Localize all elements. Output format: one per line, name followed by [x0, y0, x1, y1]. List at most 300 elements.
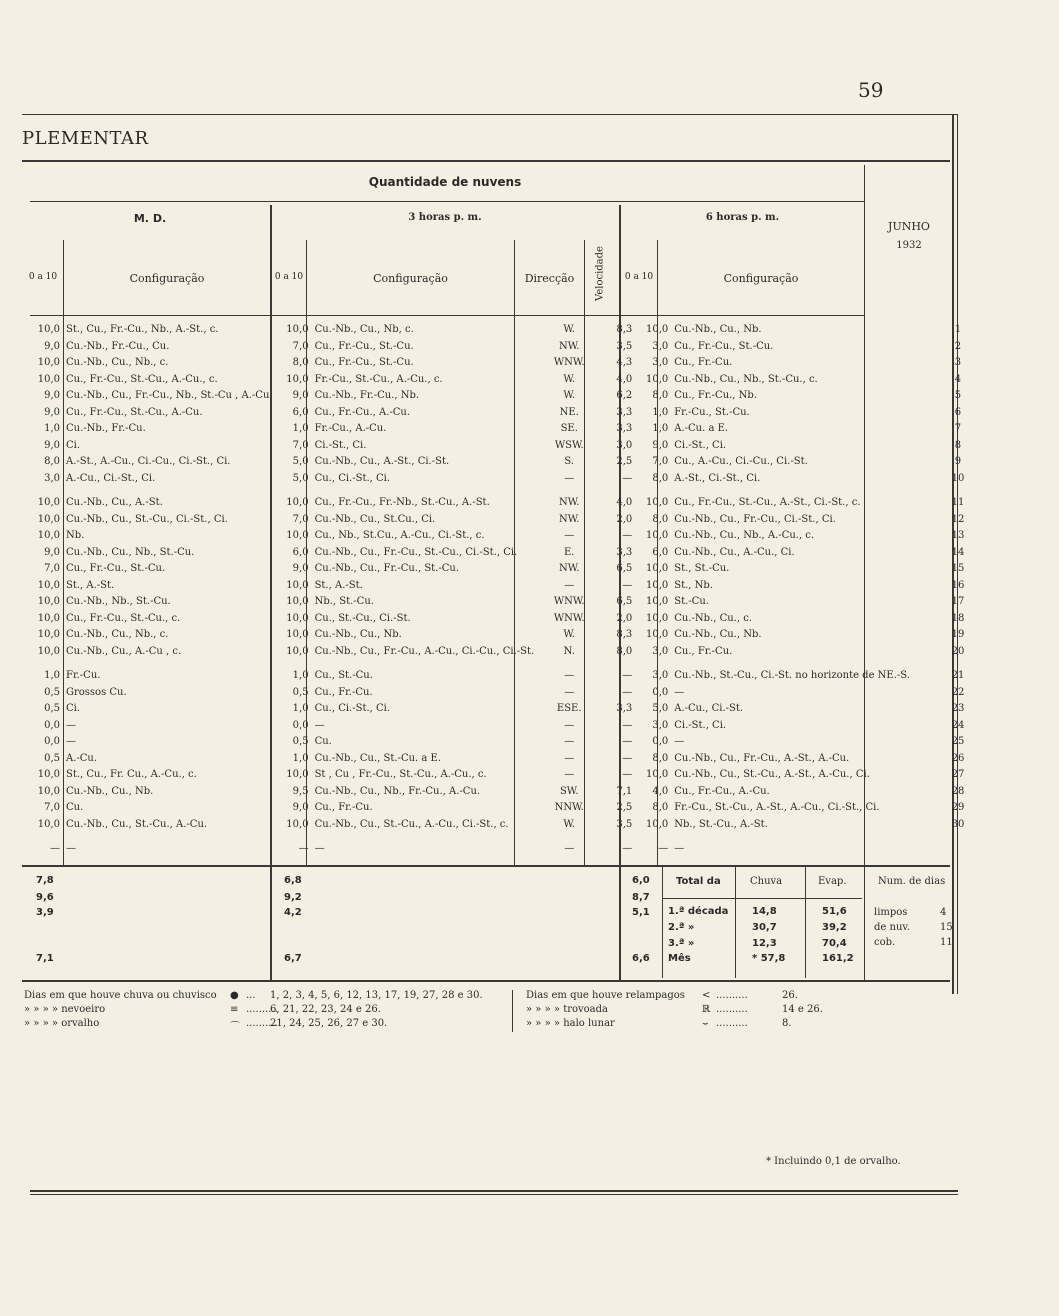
- table-row: [24, 421, 1003, 438]
- table-cell: Cu.-Nb., Cu., Nb., St.-Cu.: [66, 546, 195, 558]
- table-cell: 10: [951, 472, 965, 484]
- header-scale-3h: 0 a 10: [274, 272, 304, 282]
- table-cell: Cu.-Nb., Cu., Nb.: [314, 629, 402, 640]
- table-cell: 28: [951, 785, 965, 797]
- table-cell: Cu.-Nb., Fr.-Cu.: [66, 423, 146, 434]
- footer-dots: ..........: [716, 1018, 748, 1029]
- table-cell: W.: [563, 324, 576, 335]
- table-cell: Cu.-Nb., Cu., St.-Cu., A.-Cu.: [66, 818, 208, 830]
- table-cell: WNW.: [553, 612, 585, 624]
- decade-chuva: * 57,8: [752, 953, 786, 964]
- table-cell: 8,0: [652, 390, 669, 401]
- table-cell: 7: [954, 423, 962, 434]
- table-cell: 9,0: [44, 340, 60, 352]
- table-cell: —: [622, 843, 633, 854]
- cloud-table: [24, 322, 1003, 858]
- table-cell: 0,0: [652, 736, 669, 747]
- table-cell: NE.: [559, 406, 579, 418]
- footnote: * Incluindo 0,1 de orvalho.: [766, 1156, 901, 1167]
- table-row: [24, 701, 1003, 718]
- table-cell: WSW.: [554, 439, 584, 451]
- table-cell: St., A.-St.: [66, 579, 115, 591]
- table-cell: Cu., Fr.-Cu.: [674, 645, 733, 657]
- page-number: 59: [858, 78, 884, 102]
- table-cell: 15: [951, 563, 965, 574]
- table-cell: W.: [563, 629, 576, 640]
- table-cell: WNW.: [553, 357, 585, 368]
- table-cell: Cu., A.-Cu., Ci.-Cu., Ci.-St.: [674, 456, 808, 467]
- section-title: PLEMENTAR: [22, 128, 149, 149]
- table-cell: 8,3: [616, 324, 633, 335]
- table-cell: —: [622, 769, 633, 780]
- table-row: [24, 841, 1003, 858]
- table-cell: 7,0: [652, 456, 669, 467]
- table-cell: 1: [954, 324, 962, 335]
- weather-symbol-icon: ≡: [230, 1004, 239, 1015]
- table-cell: W.: [563, 390, 576, 401]
- footer-days: 6, 21, 22, 23, 24 e 26.: [270, 1004, 381, 1015]
- table-cell: 2,5: [616, 456, 633, 467]
- table-cell: 8,3: [616, 629, 633, 640]
- table-cell: 7,0: [44, 802, 60, 813]
- dias-label: de nuv.: [874, 922, 911, 933]
- table-cell: W.: [563, 818, 576, 830]
- table-cell: 10,0: [37, 513, 60, 525]
- table-row: [24, 528, 1003, 545]
- table-row: [24, 627, 1003, 644]
- table-cell: Cu.-Nb., Cu., St.Cu., Ci.: [314, 513, 436, 525]
- table-cell: Cu., Fr.-Cu., A.-Cu.: [314, 406, 411, 418]
- table-cell: 1,0: [292, 670, 309, 681]
- table-cell: 10,0: [645, 324, 669, 335]
- table-cell: St., Cu., Fr.-Cu., Nb., A.-St., c.: [66, 324, 219, 335]
- table-cell: —: [564, 530, 575, 541]
- table-cell: Cu.-Nb., St.-Cu., Ci.-St. no horizonte de NE.-S.: [674, 670, 910, 681]
- table-cell: 10,0: [645, 579, 669, 591]
- table-cell: 2: [954, 340, 962, 352]
- table-cell: 3,0: [616, 439, 633, 451]
- table-cell: Cu.-Nb., Cu., Nb, c.: [314, 324, 414, 335]
- table-cell: 1,0: [292, 752, 309, 764]
- table-cell: —: [674, 686, 685, 698]
- table-cell: Cu., Fr.-Cu.: [314, 686, 373, 698]
- table-cell: —: [674, 736, 685, 747]
- table-cell: Cu., St.-Cu., Ci.-St.: [314, 612, 411, 624]
- table-cell: 3,3: [616, 703, 633, 714]
- table-cell: 6,5: [616, 596, 633, 607]
- table-cell: 6: [954, 406, 962, 418]
- table-cell: 4: [954, 373, 962, 385]
- footer-label: » » » » orvalho: [24, 1018, 100, 1029]
- table-cell: 19: [951, 629, 965, 640]
- table-cell: —: [564, 670, 575, 681]
- table-cell: Cu., Nb., St.Cu., A.-Cu., Ci.-St., c.: [314, 530, 485, 541]
- table-cell: 5: [954, 390, 962, 401]
- table-cell: 6,5: [616, 563, 633, 574]
- table-cell: —: [622, 472, 633, 484]
- table-cell: 10,0: [645, 818, 669, 830]
- summary-md-value: 7,8: [36, 875, 54, 886]
- table-cell: A.-St., A.-Cu., Ci.-Cu., Ci.-St., Ci.: [66, 456, 231, 467]
- decade-label: 1.ª década: [668, 906, 729, 917]
- header-config-3h: Configuração: [373, 272, 448, 285]
- table-cell: 7,0: [292, 340, 309, 352]
- table-cell: Cu., Fr.-Cu., St.-Cu., c.: [66, 612, 181, 624]
- table-cell: Cu.-Nb., Cu., A.-St.: [66, 497, 163, 508]
- table-cell: Cu.-Nb., Cu., St.-Cu., A.-St., A.-Cu., Ci.: [674, 769, 870, 780]
- table-cell: —: [564, 736, 575, 747]
- table-row: [24, 454, 1003, 471]
- table-cell: Fr.-Cu., A.-Cu.: [314, 423, 387, 434]
- table-cell: 7,0: [44, 563, 60, 574]
- table-cell: Cu.-Nb., Cu., St.-Cu. a E.: [314, 752, 442, 764]
- table-cell: Cu.-Nb., Cu., Fr.-Cu., A.-Cu., Ci.-Cu., Ci.-St.: [314, 645, 535, 657]
- table-cell: 11: [951, 497, 965, 508]
- footer-dots: ...: [246, 990, 256, 1001]
- table-cell: 10,0: [37, 818, 60, 830]
- table-cell: 4,0: [616, 497, 633, 508]
- dias-value: 4: [940, 907, 947, 918]
- table-cell: 9,0: [292, 802, 309, 813]
- table-cell: 10,0: [37, 357, 60, 368]
- table-row: [24, 784, 1003, 801]
- table-cell: 0,0: [652, 686, 669, 698]
- table-cell: 10,0: [37, 596, 60, 607]
- table-cell: Cu.-Nb., Cu., c.: [674, 612, 752, 624]
- table-cell: 27: [951, 769, 965, 780]
- table-cell: St., Nb.: [674, 579, 713, 591]
- table-cell: Grossos Cu.: [66, 686, 127, 698]
- table-cell: Nb.: [66, 530, 85, 541]
- table-cell: Cu.: [66, 802, 84, 813]
- table-cell: Cu.-Nb., Cu., A.-Cu , c.: [66, 645, 182, 657]
- footer-dots: ..........: [246, 1004, 278, 1015]
- table-cell: Cu., Fr.-Cu., St.-Cu.: [314, 340, 414, 352]
- header-month: JUNHO: [888, 220, 930, 233]
- summary-3h-value: 9,2: [284, 892, 302, 903]
- table-cell: A.-Cu., Ci.-St.: [674, 703, 744, 714]
- footer-label: » » » » nevoeiro: [24, 1004, 106, 1015]
- table-cell: Cu., Fr.-Cu., Nb.: [674, 390, 757, 401]
- table-cell: —: [564, 686, 575, 698]
- table-cell: 10,0: [286, 373, 309, 385]
- table-row: [24, 751, 1003, 768]
- footer-dots: ..........: [716, 990, 748, 1001]
- table-cell: 25: [951, 736, 965, 747]
- num-dias-label: Num. de dias: [878, 876, 946, 887]
- table-cell: 3,0: [652, 645, 669, 657]
- table-cell: 21: [951, 670, 965, 681]
- table-cell: 23: [951, 703, 965, 714]
- footer-dots: ..........: [716, 1004, 748, 1015]
- table-cell: 0,5: [292, 686, 309, 698]
- table-cell: E.: [563, 546, 575, 558]
- weather-symbol-icon: ●: [230, 990, 239, 1001]
- table-cell: N.: [563, 645, 575, 657]
- table-cell: Cu.-Nb., Cu., Nb., c.: [66, 357, 169, 368]
- dias-label: limpos: [874, 907, 908, 918]
- table-cell: 3,5: [616, 340, 633, 352]
- table-cell: St., A.-St.: [314, 579, 363, 591]
- table-cell: Cu., St.-Cu.: [314, 670, 373, 681]
- dias-value: 11: [940, 937, 953, 948]
- table-cell: 0,0: [44, 719, 60, 731]
- table-cell: Cu., Fr.-Cu., St.-Cu.: [674, 340, 774, 352]
- header-scale-md: 0 a 10: [28, 272, 58, 282]
- table-cell: 9,0: [44, 439, 60, 451]
- table-row: [24, 578, 1003, 595]
- footer-days: 26.: [782, 990, 798, 1001]
- table-cell: 5,0: [292, 456, 309, 467]
- table-cell: 5,0: [292, 472, 309, 484]
- table-cell: Cu., Fr.-Cu., St.-Cu., A.-St., Ci.-St., c.: [674, 497, 861, 508]
- footer-days: 21, 24, 25, 26, 27 e 30.: [270, 1018, 388, 1029]
- weather-symbol-icon: ⌣: [702, 1018, 709, 1029]
- table-cell: Cu.-Nb., Cu., A.-Cu., Ci.: [674, 546, 795, 558]
- table-cell: —: [622, 579, 633, 591]
- summary-rule: [662, 898, 862, 899]
- table-cell: 10,0: [37, 324, 60, 335]
- table-cell: ESE.: [556, 703, 582, 714]
- table-cell: Ci.-St., Ci.: [314, 439, 367, 451]
- table-cell: 1,0: [652, 423, 669, 434]
- table-cell: 10,0: [645, 769, 669, 780]
- table-cell: —: [66, 843, 76, 854]
- table-cell: 6,0: [652, 546, 669, 558]
- table-cell: 10,0: [37, 612, 60, 624]
- table-cell: 29: [951, 802, 965, 813]
- table-row: [24, 322, 1003, 339]
- table-cell: 10,0: [645, 596, 669, 607]
- table-cell: 10,0: [286, 818, 309, 830]
- summary-top-rule: [22, 865, 950, 867]
- decade-evap: 39,2: [822, 922, 847, 933]
- table-cell: Cu., Ci.-St., Ci.: [314, 703, 391, 714]
- footer-label: Dias em que houve chuva ou chuvisco: [24, 990, 217, 1001]
- table-cell: 9,0: [44, 546, 60, 558]
- table-cell: 9,0: [652, 439, 669, 451]
- footer-label: » » » » halo lunar: [526, 1018, 615, 1029]
- table-cell: —: [622, 530, 633, 541]
- table-row: [24, 512, 1003, 529]
- table-cell: Ci.-St., Ci.: [674, 439, 727, 451]
- row-gap: [24, 487, 1003, 495]
- table-cell: Cu.-Nb., Cu., Nb.: [674, 629, 762, 640]
- table-cell: Cu.-Nb., Cu., St.-Cu., A.-Cu., Ci.-St., c.: [314, 818, 509, 830]
- row-gap: [24, 660, 1003, 668]
- table-cell: 0,5: [44, 703, 60, 714]
- table-cell: 10,0: [645, 530, 669, 541]
- table-cell: 0,5: [44, 752, 60, 764]
- table-cell: St.-Cu.: [674, 596, 709, 607]
- table-cell: 7,0: [292, 439, 309, 451]
- table-cell: Cu.-Nb., Cu., Nb.: [66, 785, 154, 797]
- table-cell: 3,5: [616, 818, 633, 830]
- table-cell: 10,0: [645, 497, 669, 508]
- table-cell: 3,3: [616, 546, 633, 558]
- footer-days: 8.: [782, 1018, 792, 1029]
- table-cell: NW.: [559, 340, 580, 352]
- table-cell: 10,0: [37, 579, 60, 591]
- table-top-rule: [22, 160, 950, 162]
- table-cell: Cu.-Nb., Cu., Nb., c.: [66, 629, 169, 640]
- header-config-md: Configuração: [129, 272, 205, 285]
- table-cell: 1,0: [44, 670, 60, 681]
- table-cell: Ci.-St., Ci.: [674, 719, 727, 731]
- table-cell: 6,0: [292, 406, 309, 418]
- table-cell: 3: [954, 357, 962, 368]
- table-row: [24, 800, 1003, 817]
- table-cell: NW.: [559, 497, 580, 508]
- table-cell: 10,0: [286, 579, 309, 591]
- summary-rule: [662, 866, 663, 978]
- header-6h: 6 horas p. m.: [705, 212, 780, 223]
- summary-bottom-rule: [22, 980, 950, 982]
- table-cell: Cu.-Nb., Cu., Nb.: [674, 324, 762, 335]
- decade-label: 3.ª »: [668, 938, 695, 949]
- table-cell: 14: [951, 546, 965, 558]
- table-row: [24, 471, 1003, 488]
- table-cell: 10,0: [645, 612, 669, 624]
- table-cell: Cu.-Nb., Cu., Fr.-Cu., Nb., St.-Cu , A.-Cu.: [66, 390, 273, 401]
- table-cell: —: [564, 579, 575, 591]
- table-cell: 10,0: [286, 629, 309, 640]
- table-cell: 20: [951, 645, 965, 657]
- table-cell: 8,0: [616, 645, 633, 657]
- table-cell: 0,0: [44, 736, 60, 747]
- table-cell: 10,0: [37, 629, 60, 640]
- table-cell: Cu.-Nb., Cu., Nb., Fr.-Cu., A.-Cu.: [314, 785, 481, 797]
- summary-3h-value: 6,7: [284, 953, 302, 964]
- table-cell: 10,0: [286, 324, 309, 335]
- frame-top-border: [22, 114, 958, 115]
- table-cell: 10,0: [37, 785, 60, 797]
- table-row: [24, 685, 1003, 702]
- table-cell: SE.: [560, 423, 578, 434]
- summary-rule: [735, 866, 736, 978]
- table-row: [24, 405, 1003, 422]
- table-cell: Nb., St.-Cu., A.-St.: [674, 818, 768, 830]
- summary-3h-value: 6,8: [284, 875, 302, 886]
- table-cell: 10,0: [37, 645, 60, 657]
- table-cell: 2,0: [616, 513, 633, 525]
- table-cell: 3,0: [652, 340, 669, 352]
- table-cell: 13: [951, 530, 965, 541]
- header-3h: 3 horas p. m.: [408, 212, 482, 223]
- table-cell: 4,0: [616, 373, 633, 385]
- table-cell: 10,0: [286, 612, 309, 624]
- footer-label: » » » » trovoada: [526, 1004, 609, 1015]
- table-row: [24, 438, 1003, 455]
- table-cell: 1,0: [44, 423, 60, 434]
- table-cell: S.: [564, 456, 575, 467]
- row-gap: [24, 833, 1003, 841]
- table-cell: A.-Cu. a E.: [674, 423, 729, 434]
- table-cell: 18: [951, 612, 965, 624]
- table-cell: 24: [951, 719, 965, 731]
- table-cell: NW.: [559, 563, 580, 574]
- table-cell: St., Cu., Fr. Cu., A.-Cu., c.: [66, 769, 197, 780]
- table-cell: Cu., Fr.-Cu., Fr.-Nb., St.-Cu., A.-St.: [314, 497, 490, 508]
- table-cell: 0,5: [44, 686, 60, 698]
- table-cell: —: [622, 752, 633, 764]
- footer-label: Dias em que houve relampagos: [526, 990, 685, 1001]
- table-cell: 9: [954, 456, 962, 467]
- table-cell: 10,0: [286, 645, 309, 657]
- totals-label: Total da: [676, 876, 721, 887]
- decade-evap: 70,4: [822, 938, 847, 949]
- table-cell: —: [314, 843, 325, 854]
- table-cell: 10,0: [286, 769, 309, 780]
- table-cell: Cu., Fr.-Cu.: [674, 357, 733, 368]
- table-cell: 26: [951, 752, 965, 764]
- table-cell: Cu.-Nb., Cu., Nb., A.-Cu., c.: [674, 530, 815, 541]
- table-cell: 3,0: [652, 357, 669, 368]
- table-cell: Cu.-Nb., Fr.-Cu., Nb.: [314, 390, 420, 401]
- header-scale-6h: 0 a 10: [624, 272, 654, 282]
- table-cell: [913, 841, 1003, 858]
- table-cell: Ci.: [66, 703, 81, 714]
- table-cell: SW.: [559, 785, 579, 797]
- table-cell: 16: [951, 579, 965, 591]
- table-cell: 2,0: [616, 612, 633, 624]
- decade-evap: 51,6: [822, 906, 847, 917]
- chuva-label: Chuva: [750, 876, 783, 887]
- table-cell: —: [66, 736, 76, 747]
- table-cell: Cu., Fr.-Cu., St.-Cu., A.-Cu., c.: [66, 373, 218, 385]
- table-cell: St., St.-Cu.: [674, 563, 730, 574]
- table-row: [24, 668, 1003, 685]
- table-cell: 1,0: [292, 703, 309, 714]
- table-cell: 17: [951, 596, 965, 607]
- table-cell: —: [314, 719, 325, 731]
- table-cell: 6,0: [292, 546, 309, 558]
- header-direction: Direcção: [524, 272, 575, 285]
- table-cell: 9,0: [44, 406, 60, 418]
- decade-label: Mês: [668, 953, 691, 964]
- footer-dots: ..........: [246, 1018, 278, 1029]
- table-row: [24, 339, 1003, 356]
- header-main: Quantidade de nuvens: [368, 175, 522, 189]
- table-cell: —: [564, 752, 575, 764]
- table-cell: 3,3: [616, 423, 633, 434]
- decade-evap: 161,2: [822, 953, 854, 964]
- table-cell: Cu.-Nb., Nb., St.-Cu.: [66, 596, 171, 607]
- table-row: [24, 388, 1003, 405]
- table-cell: NW.: [559, 513, 580, 525]
- table-cell: 10,0: [37, 373, 60, 385]
- table-row: [24, 561, 1003, 578]
- table-cell: —: [564, 769, 575, 780]
- footer-days: 14 e 26.: [782, 1004, 823, 1015]
- table-cell: Cu.-Nb., Cu., Fr.-Cu., St.-Cu., Ci.-St., Ci.: [314, 546, 518, 558]
- table-cell: 10,0: [645, 563, 669, 574]
- table-cell: —: [50, 843, 60, 854]
- table-cell: 0,5: [292, 736, 309, 747]
- table-cell: Cu., Fr.-Cu.: [314, 802, 373, 813]
- table-cell: 9,0: [292, 563, 309, 574]
- table-cell: Cu.-Nb., Cu., Fr.-Cu., St.-Cu.: [314, 563, 460, 574]
- table-cell: 8,0: [652, 752, 669, 764]
- header-velocity: Velocidade: [594, 246, 606, 301]
- table-cell: 8,0: [652, 513, 669, 525]
- table-cell: 12: [951, 513, 965, 525]
- summary-6h-value: 6,0: [632, 875, 650, 886]
- table-cell: Cu., Fr.-Cu., A.-Cu.: [674, 785, 770, 797]
- page-bottom-rule-2: [30, 1194, 958, 1195]
- table-cell: 0,0: [292, 719, 309, 731]
- table-cell: 8,0: [292, 357, 309, 368]
